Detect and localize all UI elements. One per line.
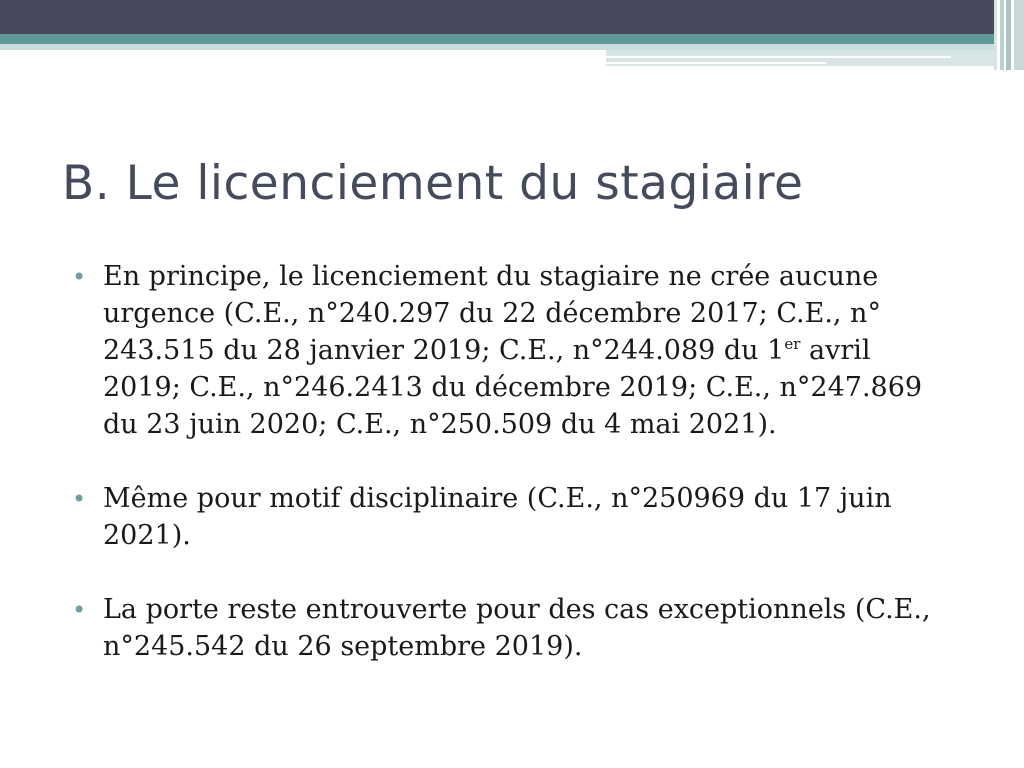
bullet-item bbox=[72, 258, 952, 443]
header-bar bbox=[0, 0, 1024, 34]
bullet-text: En principe, le licenciement du stagiaire ne crée aucune urgence (C.E., n°240.297 du 22 décembre 2017; C.E., n° 243.515 du 28 janvier 2019; C.E., n°244.089 du 1 bbox=[103, 261, 881, 366]
header-accent-band bbox=[0, 34, 1024, 44]
bullet-icon: • bbox=[72, 263, 87, 291]
bullet-text: avril 2019; C.E., n°246.2413 du décembre 2019; C.E., n°247.869 du 23 juin 2020; C.E., n°250.509 du 4 mai 2021). bbox=[103, 335, 923, 440]
header-stripes-decoration bbox=[994, 0, 1024, 70]
header-accent-line bbox=[606, 56, 951, 58]
bullet-text: La porte reste entrouverte pour des cas exceptionnels (C.E., n°245.542 du 26 septembre 2019). bbox=[103, 594, 931, 662]
bullet-icon: • bbox=[72, 596, 87, 624]
slide-title: B. Le licenciement du stagiaire bbox=[62, 156, 804, 211]
bullet-superscript: er bbox=[784, 335, 801, 353]
header-accent-line bbox=[606, 62, 826, 64]
bullet-text: Même pour motif disciplinaire (C.E., n°250969 du 17 juin 2021). bbox=[103, 483, 892, 551]
bullet-item bbox=[72, 480, 952, 554]
bullet-icon: • bbox=[72, 485, 87, 513]
bullet-list bbox=[72, 258, 952, 665]
bullet-item bbox=[72, 591, 952, 665]
